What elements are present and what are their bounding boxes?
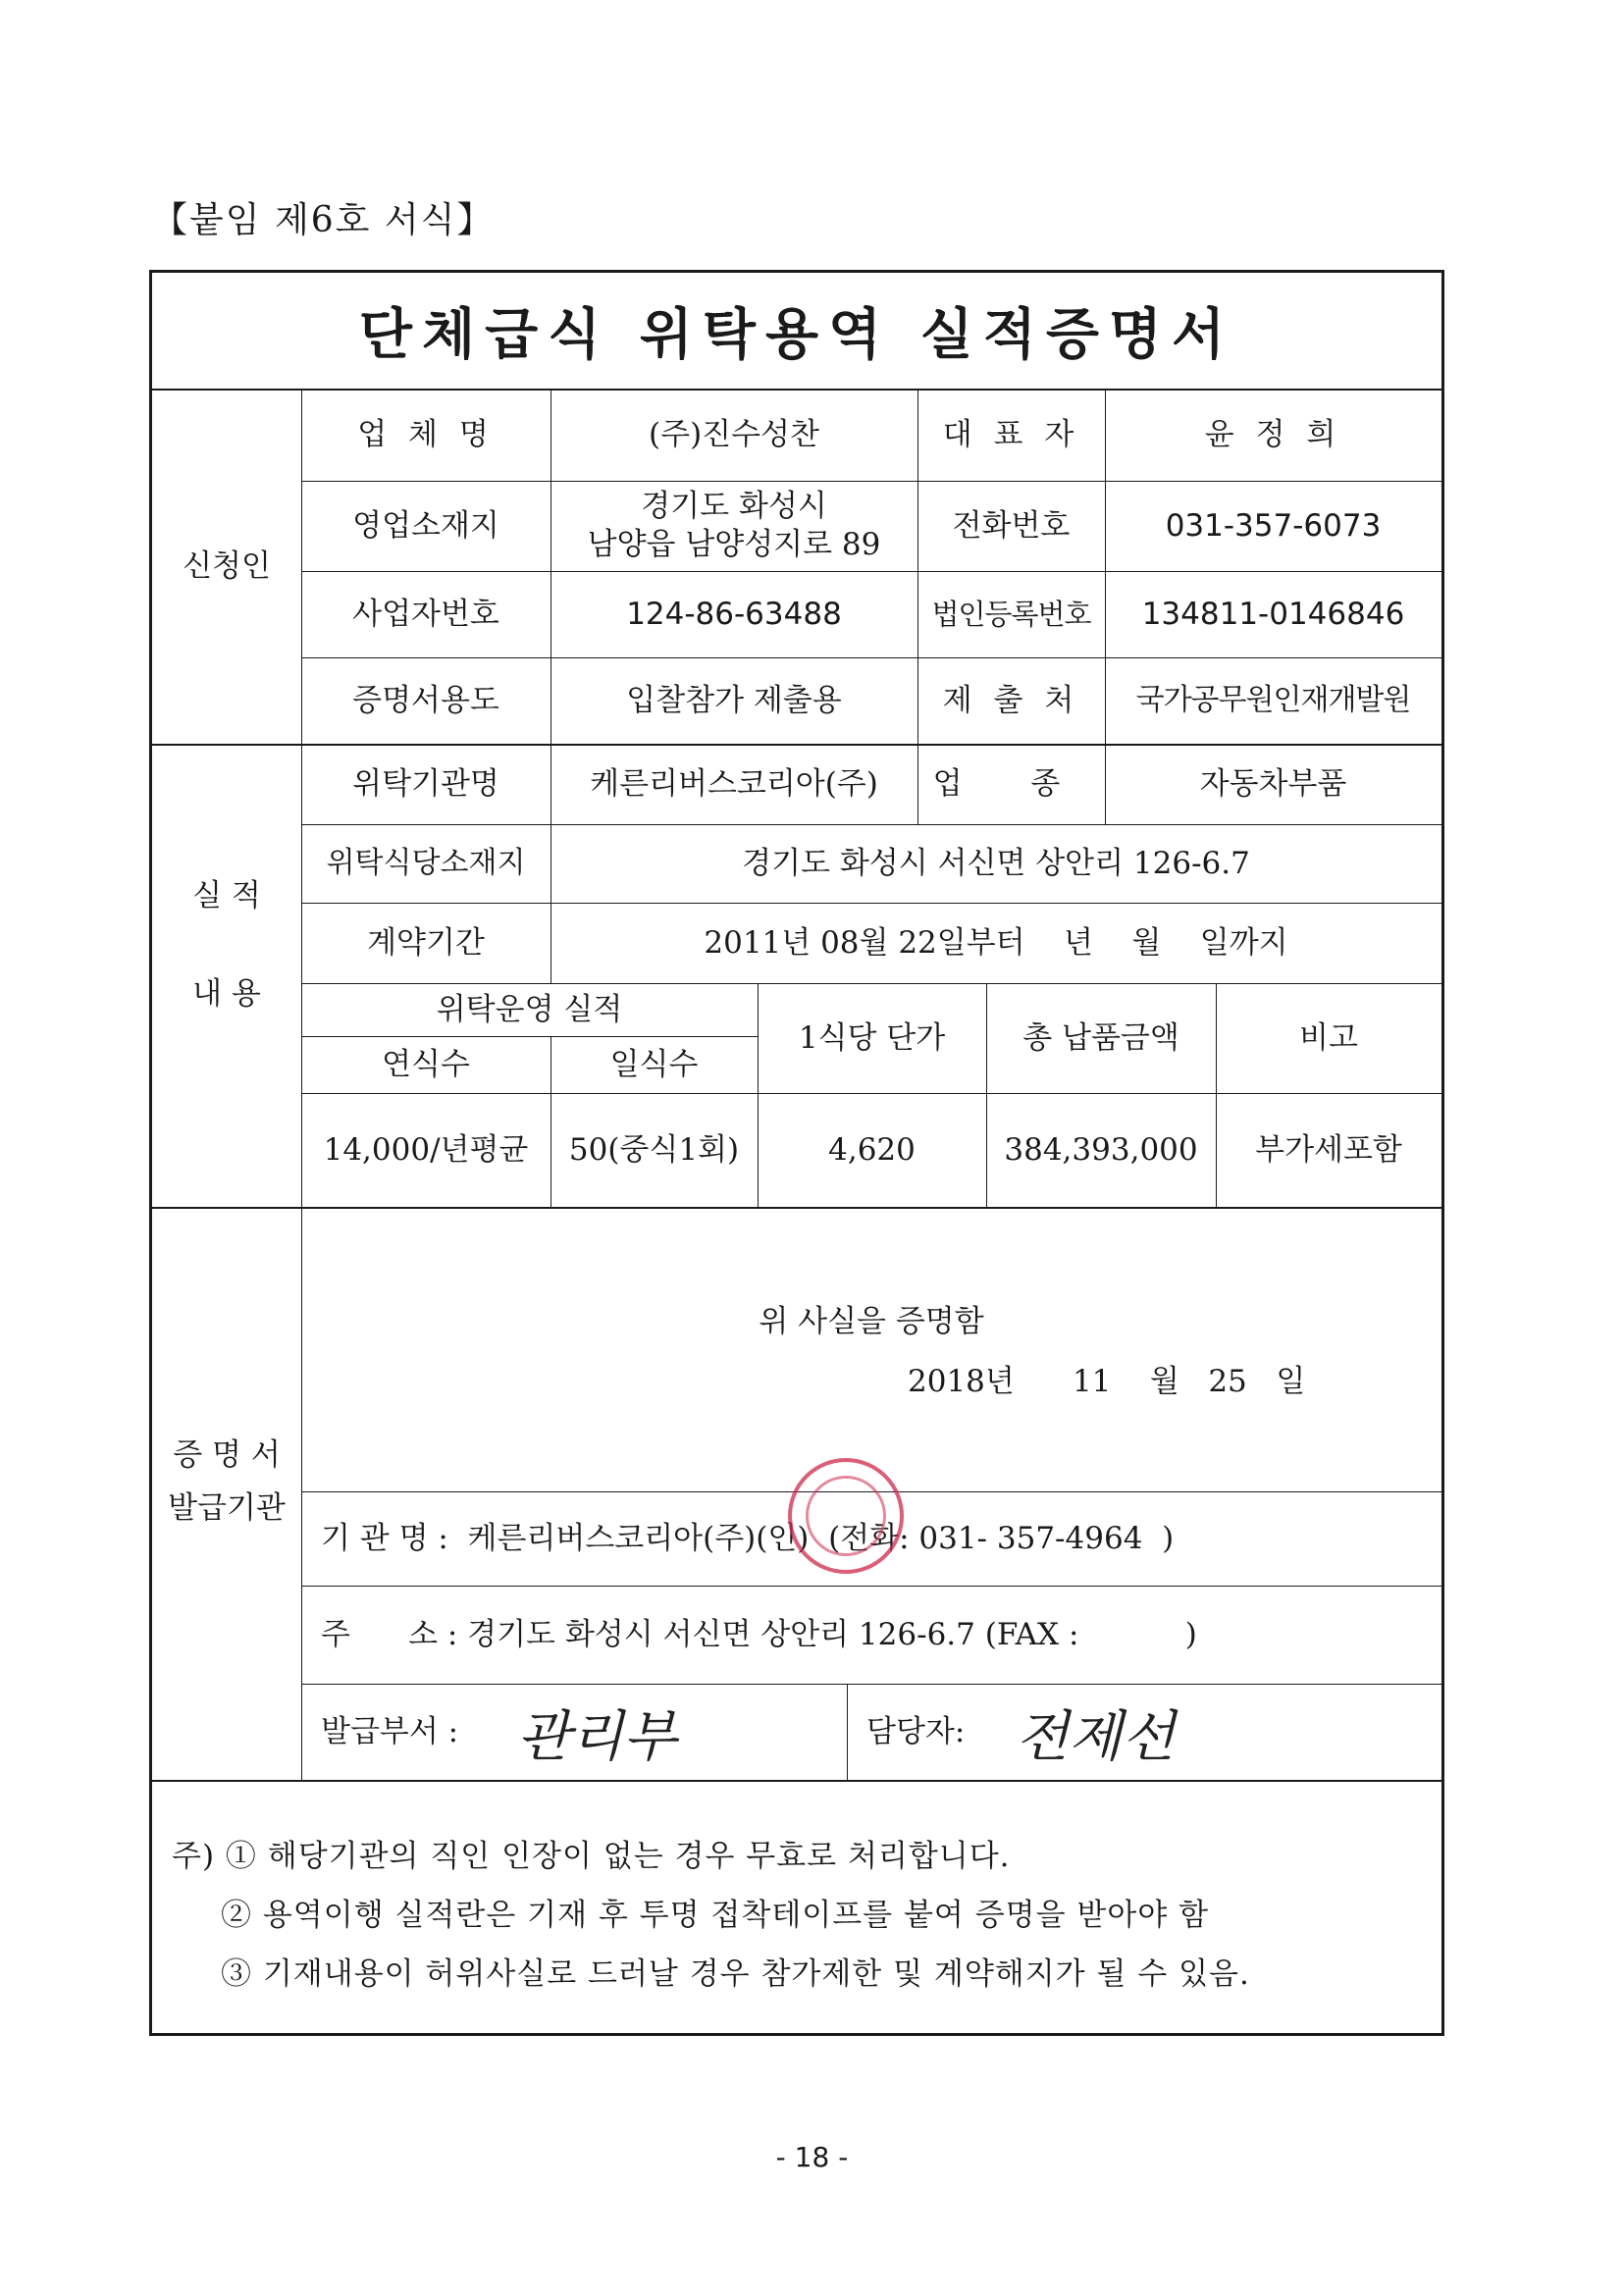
total-amount-label: 총 납품금액 [1022, 1019, 1179, 1056]
official-seal-inner [806, 1476, 886, 1556]
issuer-section-label-1: 증 명 서 [173, 1436, 281, 1473]
annual-meals-label: 연식수 [382, 1046, 470, 1082]
location-label: 위탁식당소재지 [326, 846, 526, 881]
certify-statement: 위 사실을 증명함 [759, 1303, 984, 1339]
department-signature: 관리부 [517, 1705, 677, 1769]
corporate-number-label: 법인등록번호 [931, 597, 1091, 631]
certificate-form [149, 270, 1444, 2036]
daily-meals-value: 50(중식1회) [568, 1131, 740, 1168]
representative-label: 대 표 자 [942, 416, 1080, 452]
issuer-organization: 기 관 명 : 케른리버스코리아(주)(인) (전화: 031- 357-4964 ) [321, 1520, 1175, 1556]
note-2: ② 용역이행 실적란은 기재 후 투명 접착테이프를 붙여 증명을 받아야 함 [221, 1898, 1210, 1933]
total-amount-value: 384,393,000 [1004, 1131, 1198, 1168]
issuer-address: 주 소 : 경기도 화성시 서신면 상안리 126-6.7 (FAX : ) [321, 1616, 1197, 1652]
issuer-section-label-2: 발급기관 [168, 1489, 286, 1526]
unit-price-label: 1식당 단가 [798, 1019, 946, 1056]
contact-person-signature: 전제선 [1016, 1705, 1176, 1769]
applicant-section-label: 신청인 [183, 547, 271, 584]
representative-value: 윤 정 희 [1204, 416, 1342, 452]
annual-meals-value: 14,000/년평균 [323, 1131, 529, 1168]
performance-section-divider [152, 1207, 1441, 1209]
form-title: 단체급식 위탁용역 실적증명서 [152, 273, 1441, 391]
submit-to-value: 국가공무원인재개발원 [1135, 683, 1411, 718]
agency-label: 위탁기관명 [352, 765, 499, 802]
performance-section-label-2: 내 용 [192, 975, 261, 1012]
remarks-label: 비고 [1299, 1019, 1358, 1056]
business-number-label: 사업자번호 [352, 596, 499, 632]
note-1: 주) ① 해당기관의 직인 인장이 없는 경우 무효로 처리합니다. [172, 1839, 1011, 1874]
attachment-label: 【붙임 제6호 서식】 [152, 200, 495, 240]
purpose-label: 증명서용도 [352, 682, 499, 718]
address-line-2: 남양읍 남양성지로 89 [587, 527, 881, 562]
issue-date: 2018년 11 월 25 일 [908, 1363, 1306, 1399]
purpose-value: 입찰참가 제출용 [626, 682, 842, 718]
period-value: 2011년 08월 22일부터 년 월 일까지 [704, 924, 1288, 961]
industry-value: 자동차부품 [1199, 765, 1347, 802]
daily-meals-label: 일식수 [609, 1046, 699, 1082]
page-number: - 18 - [775, 2141, 849, 2173]
address-label: 영업소재지 [352, 507, 499, 544]
location-value: 경기도 화성시 서신면 상안리 126-6.7 [742, 845, 1250, 881]
official-seal [788, 1458, 904, 1574]
operations-header: 위탁운영 실적 [436, 991, 623, 1027]
company-label: 업 체 명 [357, 416, 495, 452]
col-line [847, 1684, 848, 1780]
department-label: 발급부서 : [321, 1713, 459, 1749]
phone-value: 031-357-6073 [1165, 507, 1382, 544]
submit-to-label: 제 출 처 [942, 682, 1080, 718]
period-label: 계약기간 [367, 924, 485, 961]
business-number-value: 124-86-63488 [626, 596, 842, 632]
issuer-section-divider [152, 1780, 1441, 1782]
contact-person-label: 담당자: [866, 1713, 966, 1749]
address-line-1: 경기도 화성시 [641, 489, 827, 525]
note-3: ③ 기재내용이 허위사실로 드러날 경우 참가제한 및 계약해지가 될 수 있음. [221, 1956, 1250, 1992]
performance-section-label-1: 실 적 [192, 877, 261, 913]
phone-label: 전화번호 [952, 507, 1071, 544]
corporate-number-value: 134811-0146846 [1141, 596, 1405, 632]
industry-label: 업 종 [932, 765, 1090, 802]
agency-value: 케른리버스코리아(주) [590, 765, 878, 802]
address-value [550, 481, 917, 571]
company-value: (주)진수성찬 [649, 416, 819, 452]
remarks-value: 부가세포함 [1255, 1131, 1402, 1168]
unit-price-value: 4,620 [828, 1131, 916, 1168]
